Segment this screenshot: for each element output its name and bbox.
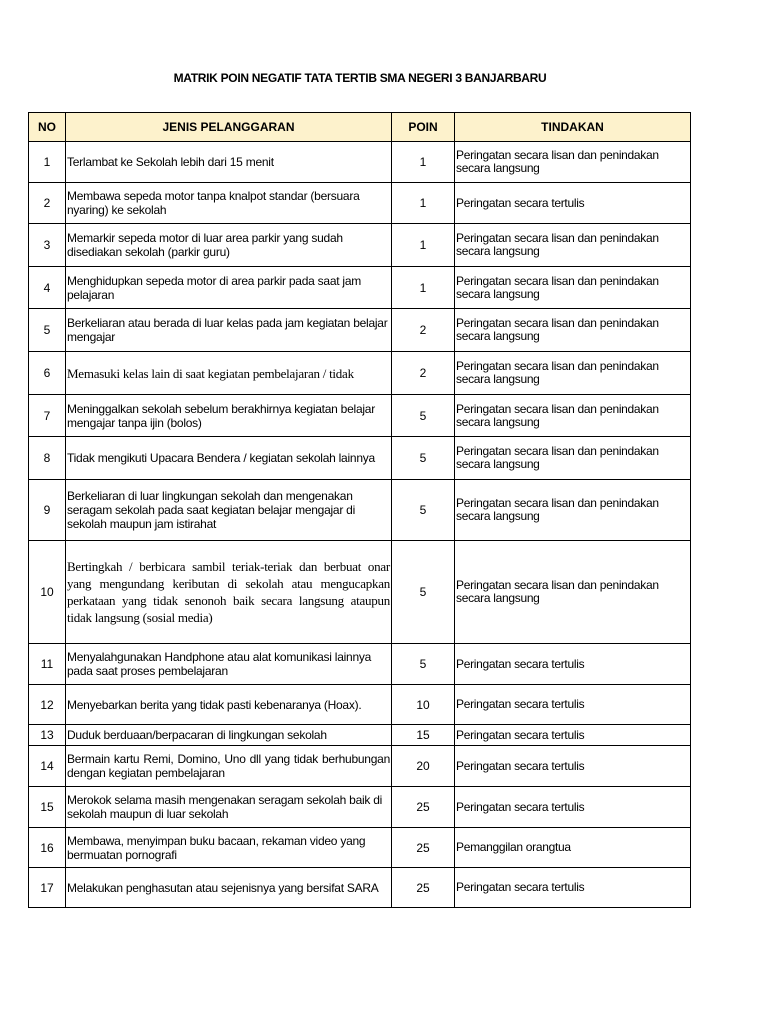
row-tindakan: Peringatan secara tertulis <box>455 644 691 685</box>
table-row <box>29 437 691 480</box>
row-jenis: Memarkir sepeda motor di luar area parkir yang sudah disediakan sekolah (parkir guru) <box>66 224 392 267</box>
row-no: 4 <box>29 267 66 309</box>
row-poin: 2 <box>392 309 455 352</box>
row-jenis: Berkeliaran atau berada di luar kelas pada jam kegiatan belajar mengajar <box>66 309 392 352</box>
table-header-row <box>29 113 691 142</box>
row-poin: 1 <box>392 183 455 224</box>
row-no: 7 <box>29 395 66 437</box>
row-tindakan: Peringatan secara tertulis <box>455 183 691 224</box>
table-row <box>29 541 691 644</box>
row-poin: 5 <box>392 644 455 685</box>
header-no: NO <box>29 113 66 142</box>
row-no: 13 <box>29 725 66 746</box>
row-jenis: Berkeliaran di luar lingkungan sekolah dan mengenakan seragam sekolah pada saat kegiatan belajar mengajar di sekolah maupun jam istirahat <box>66 480 392 541</box>
table-row <box>29 828 691 868</box>
row-no: 12 <box>29 685 66 725</box>
row-tindakan: Peringatan secara lisan dan penindakan secara langsung <box>455 267 691 309</box>
table-row <box>29 183 691 224</box>
table-row <box>29 142 691 183</box>
row-poin: 25 <box>392 787 455 828</box>
row-jenis: Menyebarkan berita yang tidak pasti kebenaranya (Hoax). <box>66 685 392 725</box>
row-poin: 20 <box>392 746 455 787</box>
row-poin: 5 <box>392 437 455 480</box>
header-poin: POIN <box>392 113 455 142</box>
table-row <box>29 309 691 352</box>
header-tindakan: TINDAKAN <box>455 113 691 142</box>
row-jenis: Bertingkah / berbicara sambil teriak-teriak dan berbuat onar yang mengundang keributan di sekolah atau mengucapkan perkataan yang tidak senonoh baik secara langsung ataupun tidak langsung (sosial media) <box>66 541 392 644</box>
table-row <box>29 224 691 267</box>
row-poin: 25 <box>392 828 455 868</box>
row-tindakan: Peringatan secara lisan dan penindakan secara langsung <box>455 541 691 644</box>
row-poin: 15 <box>392 725 455 746</box>
row-no: 11 <box>29 644 66 685</box>
row-no: 5 <box>29 309 66 352</box>
row-poin: 25 <box>392 868 455 908</box>
row-poin: 5 <box>392 541 455 644</box>
table-row <box>29 746 691 787</box>
row-tindakan: Peringatan secara lisan dan penindakan secara langsung <box>455 142 691 183</box>
row-tindakan: Peringatan secara lisan dan penindakan secara langsung <box>455 437 691 480</box>
row-jenis: Tidak mengikuti Upacara Bendera / kegiatan sekolah lainnya <box>66 437 392 480</box>
row-tindakan: Peringatan secara lisan dan penindakan secara langsung <box>455 395 691 437</box>
row-jenis: Memasuki kelas lain di saat kegiatan pembelajaran / tidak <box>66 352 392 395</box>
row-tindakan: Peringatan secara lisan dan penindakan secara langsung <box>455 309 691 352</box>
row-no: 9 <box>29 480 66 541</box>
row-jenis: Merokok selama masih mengenakan seragam sekolah baik di sekolah maupun di luar sekolah <box>66 787 392 828</box>
row-no: 14 <box>29 746 66 787</box>
row-no: 15 <box>29 787 66 828</box>
table-row <box>29 685 691 725</box>
row-poin: 1 <box>392 142 455 183</box>
row-no: 6 <box>29 352 66 395</box>
row-poin: 2 <box>392 352 455 395</box>
row-poin: 5 <box>392 395 455 437</box>
row-jenis: Terlambat ke Sekolah lebih dari 15 menit <box>66 142 392 183</box>
row-jenis: Menghidupkan sepeda motor di area parkir pada saat jam pelajaran <box>66 267 392 309</box>
row-tindakan: Peringatan secara tertulis <box>455 685 691 725</box>
row-poin: 1 <box>392 224 455 267</box>
row-no: 3 <box>29 224 66 267</box>
row-jenis: Meninggalkan sekolah sebelum berakhirnya kegiatan belajar mengajar tanpa ijin (bolos) <box>66 395 392 437</box>
row-no: 8 <box>29 437 66 480</box>
row-tindakan: Peringatan secara lisan dan penindakan secara langsung <box>455 480 691 541</box>
table-row <box>29 480 691 541</box>
row-jenis: Duduk berduaan/berpacaran di lingkungan sekolah <box>66 725 392 746</box>
violation-points-table <box>28 112 691 908</box>
row-tindakan: Pemanggilan orangtua <box>455 828 691 868</box>
row-tindakan: Peringatan secara tertulis <box>455 787 691 828</box>
row-tindakan: Peringatan secara lisan dan penindakan secara langsung <box>455 224 691 267</box>
row-jenis: Membawa sepeda motor tanpa knalpot standar (bersuara nyaring) ke sekolah <box>66 183 392 224</box>
table-row <box>29 395 691 437</box>
table-row <box>29 644 691 685</box>
header-jenis-pelanggaran: JENIS PELANGGARAN <box>66 113 392 142</box>
row-tindakan: Peringatan secara lisan dan penindakan secara langsung <box>455 352 691 395</box>
row-poin: 5 <box>392 480 455 541</box>
row-no: 10 <box>29 541 66 644</box>
table-row <box>29 787 691 828</box>
row-no: 1 <box>29 142 66 183</box>
row-poin: 1 <box>392 267 455 309</box>
row-jenis: Melakukan penghasutan atau sejenisnya yang bersifat SARA <box>66 868 392 908</box>
row-no: 2 <box>29 183 66 224</box>
row-no: 17 <box>29 868 66 908</box>
row-poin: 10 <box>392 685 455 725</box>
table-row <box>29 725 691 746</box>
row-jenis: Bermain kartu Remi, Domino, Uno dll yang tidak berhubungan dengan kegiatan pembelajaran <box>66 746 392 787</box>
row-tindakan: Peringatan secara tertulis <box>455 746 691 787</box>
row-jenis: Menyalahgunakan Handphone atau alat komunikasi lainnya pada saat proses pembelajaran <box>66 644 392 685</box>
table-row <box>29 352 691 395</box>
row-no: 16 <box>29 828 66 868</box>
document-title: MATRIK POIN NEGATIF TATA TERTIB SMA NEGERI 3 BANJARBARU <box>173 71 547 85</box>
table-row <box>29 267 691 309</box>
table-row <box>29 868 691 908</box>
row-tindakan: Peringatan secara tertulis <box>455 868 691 908</box>
row-jenis: Membawa, menyimpan buku bacaan, rekaman video yang bermuatan pornografi <box>66 828 392 868</box>
row-tindakan: Peringatan secara tertulis <box>455 725 691 746</box>
